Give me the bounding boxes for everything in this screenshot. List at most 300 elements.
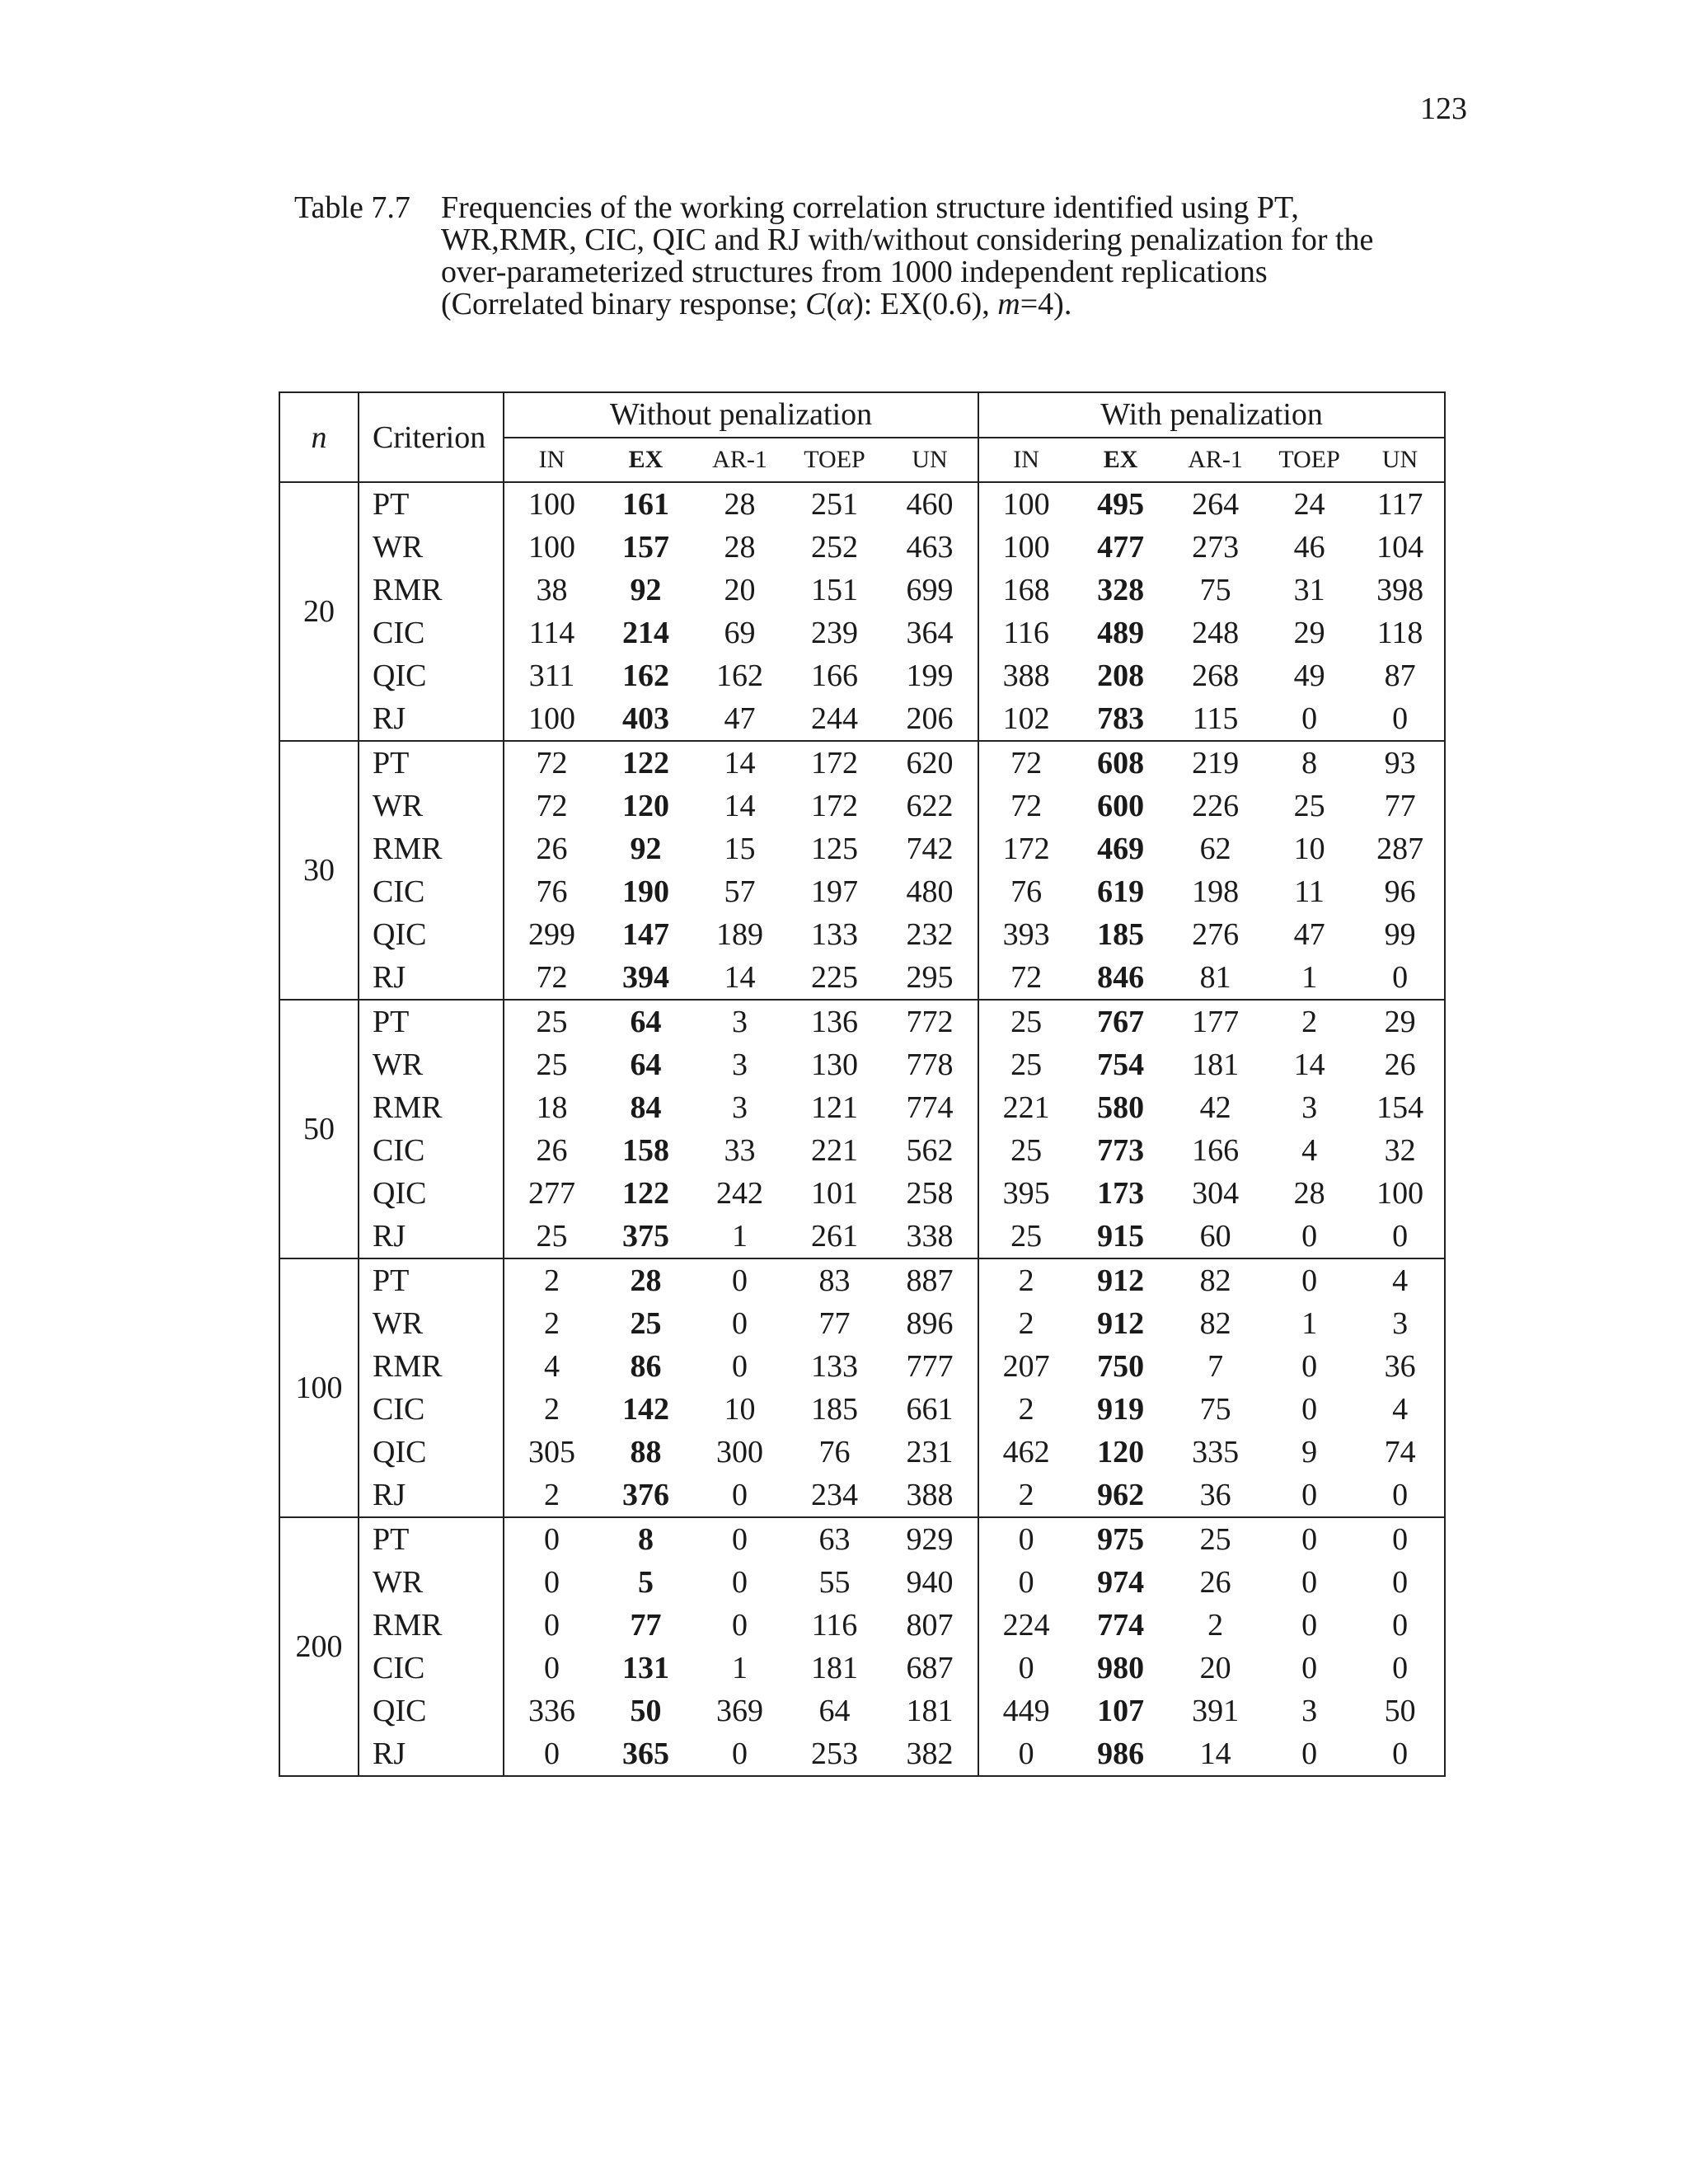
with-penalization-cell: 25	[1168, 1517, 1263, 1561]
without-penalization-header: Without penalization	[504, 392, 978, 438]
without-penalization-cell: 299	[528, 917, 575, 952]
criterion-cell: RJ	[359, 697, 504, 741]
with-penalization-cell: 0	[1263, 1517, 1356, 1561]
structure-header: TOEP	[804, 446, 865, 473]
with-penalization-cell: 391	[1192, 1694, 1240, 1728]
with-penalization-cell: 0	[1301, 1608, 1318, 1643]
with-penalization-cell: 2	[978, 1388, 1073, 1431]
with-penalization-cell: 77	[1356, 785, 1445, 827]
with-penalization-cell: 82	[1199, 1306, 1231, 1341]
header-row-groups	[279, 392, 1445, 438]
criterion-cell: CIC	[359, 1388, 504, 1431]
table-row	[279, 1690, 1445, 1732]
caption-text	[441, 192, 1463, 321]
without-penalization-cell: 699	[906, 573, 954, 607]
with-penalization-cell: 24	[1263, 482, 1356, 526]
without-penalization-cell: 460	[882, 482, 978, 526]
without-penalization-cell: 5	[638, 1565, 654, 1600]
without-penalization-cell: 253	[787, 1732, 882, 1776]
without-penalization-cell: 231	[906, 1435, 954, 1469]
with-penalization-cell: 0	[1356, 1561, 1445, 1604]
table-row	[279, 1517, 1445, 1561]
without-penalization-cell: 25	[536, 1047, 568, 1082]
with-penalization-cell: 11	[1294, 874, 1325, 909]
with-penalization-cell: 276	[1192, 917, 1240, 952]
with-penalization-cell: 60	[1199, 1219, 1231, 1254]
without-penalization-cell: 172	[811, 789, 858, 823]
with-penalization-cell: 32	[1356, 1129, 1445, 1172]
criterion-cell: RJ	[359, 1474, 504, 1517]
without-penalization-cell: 122	[622, 1176, 669, 1211]
without-penalization-cell: 20	[724, 573, 756, 607]
table-row	[279, 1345, 1445, 1388]
without-penalization-cell: 162	[622, 658, 669, 693]
with-penalization-cell: 1	[1301, 1306, 1318, 1341]
without-penalization-cell: 4	[544, 1349, 560, 1384]
without-penalization-cell: 147	[622, 917, 669, 952]
with-penalization-cell: 974	[1097, 1565, 1145, 1600]
table-row	[279, 1129, 1445, 1172]
without-penalization-cell: 100	[528, 530, 575, 565]
without-penalization-cell: 376	[622, 1478, 669, 1512]
without-penalization-cell: 88	[630, 1435, 662, 1469]
with-penalization-cell: 173	[1097, 1176, 1145, 1211]
without-penalization-cell: 181	[906, 1694, 954, 1728]
without-penalization-cell: 0	[732, 1306, 748, 1341]
without-penalization-cell: 2	[544, 1306, 560, 1341]
with-penalization-cell: 0	[1301, 701, 1318, 736]
criterion-cell: PT	[359, 482, 504, 526]
without-penalization-cell: 295	[906, 960, 954, 995]
without-penalization-cell: 114	[528, 616, 575, 650]
with-penalization-cell: 754	[1097, 1047, 1145, 1082]
table-row	[279, 569, 1445, 612]
with-penalization-cell: 28	[1293, 1176, 1325, 1211]
structure-header: EX	[1103, 446, 1138, 473]
with-penalization-cell: 580	[1097, 1090, 1145, 1125]
with-penalization-cell: 398	[1356, 569, 1445, 612]
without-penalization-cell: 2	[544, 1392, 560, 1427]
with-penalization-cell: 393	[978, 913, 1073, 956]
criterion-cell: RMR	[359, 1604, 504, 1647]
with-penalization-cell: 462	[978, 1431, 1073, 1474]
with-penalization-cell: 2	[978, 1474, 1073, 1517]
table-row	[279, 1043, 1445, 1086]
table-row	[279, 1172, 1445, 1215]
without-penalization-cell: 162	[716, 658, 763, 693]
without-penalization-cell: 3	[692, 1000, 787, 1043]
without-penalization-cell: 562	[906, 1133, 954, 1168]
criterion-cell: QIC	[359, 654, 504, 697]
without-penalization-cell: 0	[692, 1258, 787, 1302]
with-penalization-cell: 328	[1097, 573, 1145, 607]
criterion-cell: RMR	[359, 1086, 504, 1129]
without-penalization-cell: 69	[724, 616, 756, 650]
with-penalization-cell: 4	[1301, 1133, 1318, 1168]
without-penalization-cell: 28	[724, 530, 756, 565]
with-penalization-cell: 207	[978, 1345, 1073, 1388]
without-penalization-cell: 25	[536, 1219, 568, 1254]
without-penalization-cell: 92	[630, 832, 662, 866]
table-row	[279, 1258, 1445, 1302]
without-penalization-cell: 742	[906, 832, 954, 866]
without-penalization-cell: 15	[724, 832, 756, 866]
without-penalization-cell: 64	[818, 1694, 851, 1728]
with-penalization-cell: 0	[1356, 1215, 1445, 1258]
caption-line: WR,RMR, CIC, QIC and RJ with/without considering penalization for the	[441, 223, 1374, 257]
without-penalization-cell: 242	[716, 1176, 763, 1211]
table-row	[279, 1388, 1445, 1431]
with-penalization-cell: 107	[1097, 1694, 1145, 1728]
with-penalization-cell: 273	[1192, 530, 1240, 565]
table-row	[279, 654, 1445, 697]
criterion-header: Criterion	[359, 392, 504, 482]
with-penalization-cell: 31	[1293, 573, 1325, 607]
with-penalization-cell: 268	[1192, 658, 1240, 693]
without-penalization-cell: 136	[787, 1000, 882, 1043]
with-penalization-cell: 226	[1192, 789, 1240, 823]
criterion-cell: RMR	[359, 569, 504, 612]
without-penalization-cell: 158	[622, 1133, 669, 1168]
n-value: 20	[279, 482, 359, 741]
criterion-cell: CIC	[359, 612, 504, 654]
without-penalization-cell: 0	[732, 1478, 748, 1512]
without-penalization-cell: 463	[906, 530, 954, 565]
without-penalization-cell: 0	[692, 1517, 787, 1561]
without-penalization-cell: 0	[732, 1349, 748, 1384]
without-penalization-cell: 687	[906, 1651, 954, 1685]
without-penalization-cell: 244	[811, 701, 858, 736]
without-penalization-cell: 661	[906, 1392, 954, 1427]
caption-fragment: (Correlated binary response;	[441, 287, 806, 321]
with-penalization-cell: 116	[978, 612, 1073, 654]
with-penalization-cell: 489	[1097, 616, 1145, 650]
without-penalization-cell: 221	[811, 1133, 858, 1168]
without-penalization-cell: 122	[599, 741, 692, 785]
with-penalization-cell: 72	[978, 741, 1073, 785]
without-penalization-cell: 64	[630, 1047, 662, 1082]
without-penalization-cell: 116	[811, 1608, 858, 1643]
without-penalization-cell: 338	[906, 1219, 954, 1254]
table-row	[279, 785, 1445, 827]
with-penalization-cell: 81	[1199, 960, 1231, 995]
caption-fragment: m	[997, 287, 1020, 321]
with-penalization-cell: 3	[1301, 1694, 1318, 1728]
with-penalization-cell: 219	[1168, 741, 1263, 785]
without-penalization-cell: 311	[528, 658, 575, 693]
with-penalization-cell: 2	[978, 1258, 1073, 1302]
without-penalization-cell: 50	[630, 1694, 662, 1728]
with-penalization-cell: 0	[1356, 1604, 1445, 1647]
n-value: 100	[279, 1258, 359, 1517]
without-penalization-cell: 774	[906, 1090, 954, 1125]
without-penalization-cell: 100	[528, 701, 575, 736]
with-penalization-cell: 0	[978, 1561, 1073, 1604]
table-row	[279, 1302, 1445, 1345]
with-penalization-cell: 962	[1097, 1478, 1145, 1512]
without-penalization-cell: 83	[787, 1258, 882, 1302]
with-penalization-cell: 477	[1097, 530, 1145, 565]
criterion-cell: RMR	[359, 1345, 504, 1388]
table-row	[279, 870, 1445, 913]
without-penalization-cell: 252	[811, 530, 858, 565]
criterion-cell: RJ	[359, 956, 504, 1000]
without-penalization-cell: 57	[724, 874, 756, 909]
criterion-cell: RJ	[359, 1732, 504, 1776]
without-penalization-cell: 940	[906, 1565, 954, 1600]
without-penalization-cell: 189	[716, 917, 763, 952]
without-penalization-cell: 72	[504, 741, 599, 785]
without-penalization-cell: 365	[599, 1732, 692, 1776]
with-penalization-cell: 74	[1356, 1431, 1445, 1474]
criterion-cell: RJ	[359, 1215, 504, 1258]
structure-header: IN	[538, 446, 565, 473]
without-penalization-cell: 234	[811, 1478, 858, 1512]
table-row	[279, 1561, 1445, 1604]
criterion-cell: CIC	[359, 1129, 504, 1172]
without-penalization-cell: 121	[811, 1090, 858, 1125]
without-penalization-cell: 300	[716, 1435, 763, 1469]
table-row	[279, 612, 1445, 654]
without-penalization-cell: 388	[906, 1478, 954, 1512]
with-penalization-cell: 181	[1192, 1047, 1240, 1082]
without-penalization-cell: 8	[599, 1517, 692, 1561]
with-penalization-cell: 198	[1192, 874, 1240, 909]
with-penalization-cell: 46	[1293, 530, 1325, 565]
with-penalization-cell: 208	[1097, 658, 1145, 693]
without-penalization-cell: 0	[544, 1608, 560, 1643]
with-penalization-cell: 100	[1356, 1172, 1445, 1215]
caption-line	[441, 288, 1463, 321]
with-penalization-cell: 14	[1168, 1732, 1263, 1776]
without-penalization-cell: 261	[811, 1219, 858, 1254]
with-penalization-cell: 912	[1097, 1306, 1145, 1341]
with-penalization-cell: 0	[1356, 1474, 1445, 1517]
without-penalization-cell: 47	[724, 701, 756, 736]
with-penalization-cell: 0	[1356, 697, 1445, 741]
without-penalization-cell: 77	[630, 1608, 662, 1643]
table-row	[279, 956, 1445, 1000]
with-penalization-cell: 93	[1356, 741, 1445, 785]
with-penalization-cell: 3	[1356, 1302, 1445, 1345]
with-penalization-cell: 0	[1301, 1478, 1318, 1512]
with-penalization-cell: 120	[1097, 1435, 1145, 1469]
structure-header: UN	[1356, 438, 1445, 482]
with-penalization-cell: 0	[978, 1647, 1073, 1690]
table-row	[279, 697, 1445, 741]
caption-fragment: ): EX(0.6),	[853, 287, 998, 321]
with-penalization-cell: 29	[1356, 1000, 1445, 1043]
with-penalization-cell: 783	[1097, 701, 1145, 736]
without-penalization-cell: 0	[732, 1608, 748, 1643]
with-penalization-cell: 774	[1097, 1608, 1145, 1643]
without-penalization-cell: 375	[622, 1219, 669, 1254]
with-penalization-cell: 619	[1097, 874, 1145, 909]
criterion-cell: RMR	[359, 827, 504, 870]
frequency-table	[279, 391, 1446, 1777]
with-penalization-cell: 287	[1356, 827, 1445, 870]
table-row	[279, 1474, 1445, 1517]
with-penalization-cell: 172	[978, 827, 1073, 870]
with-penalization-cell: 3	[1301, 1090, 1318, 1125]
without-penalization-cell: 14	[692, 741, 787, 785]
with-penalization-cell: 82	[1168, 1258, 1263, 1302]
with-penalization-cell: 25	[978, 1043, 1073, 1086]
with-penalization-cell: 0	[1301, 1392, 1318, 1427]
caption-line: Frequencies of the working correlation structure identified using PT,	[441, 190, 1299, 225]
with-penalization-cell: 767	[1073, 1000, 1168, 1043]
table-row	[279, 1215, 1445, 1258]
with-penalization-cell: 154	[1356, 1086, 1445, 1129]
with-penalization-cell: 47	[1293, 917, 1325, 952]
with-penalization-cell: 0	[978, 1517, 1073, 1561]
with-penalization-cell: 388	[978, 654, 1073, 697]
with-penalization-cell: 224	[978, 1604, 1073, 1647]
table-row	[279, 1604, 1445, 1647]
without-penalization-cell: 0	[544, 1565, 560, 1600]
with-penalization-cell: 975	[1073, 1517, 1168, 1561]
with-penalization-cell: 0	[1356, 1647, 1445, 1690]
without-penalization-cell: 77	[818, 1306, 851, 1341]
without-penalization-cell: 214	[622, 616, 669, 650]
table-row	[279, 913, 1445, 956]
without-penalization-cell: 622	[906, 789, 954, 823]
structure-header: AR-1	[712, 446, 767, 473]
with-penalization-cell: 2	[1263, 1000, 1356, 1043]
criterion-cell: PT	[359, 741, 504, 785]
with-penalization-cell: 469	[1097, 832, 1145, 866]
with-penalization-cell: 168	[978, 569, 1073, 612]
with-penalization-cell: 72	[978, 785, 1073, 827]
n-value: 200	[279, 1517, 359, 1776]
with-penalization-cell: 335	[1192, 1435, 1240, 1469]
without-penalization-cell: 1	[732, 1219, 748, 1254]
without-penalization-cell: 403	[622, 701, 669, 736]
without-penalization-cell: 64	[599, 1000, 692, 1043]
with-penalization-cell: 395	[978, 1172, 1073, 1215]
without-penalization-cell: 197	[811, 874, 858, 909]
without-penalization-cell: 161	[599, 482, 692, 526]
without-penalization-cell: 86	[630, 1349, 662, 1384]
with-penalization-cell: 2	[978, 1302, 1073, 1345]
structure-header: EX	[628, 446, 663, 473]
without-penalization-cell: 172	[787, 741, 882, 785]
with-penalization-cell: 8	[1263, 741, 1356, 785]
with-penalization-cell: 10	[1293, 832, 1325, 866]
without-penalization-cell: 33	[724, 1133, 756, 1168]
table-row	[279, 827, 1445, 870]
with-penalization-cell: 0	[1301, 1565, 1318, 1600]
n-value: 30	[279, 741, 359, 1000]
criterion-cell: CIC	[359, 870, 504, 913]
with-penalization-cell: 919	[1097, 1392, 1145, 1427]
caption-fragment: C	[805, 287, 827, 321]
without-penalization-cell: 63	[787, 1517, 882, 1561]
structure-header: AR-1	[1188, 446, 1243, 473]
with-penalization-cell: 0	[1301, 1651, 1318, 1685]
with-penalization-cell: 495	[1073, 482, 1168, 526]
without-penalization-cell: 14	[724, 789, 756, 823]
without-penalization-cell: 620	[882, 741, 978, 785]
without-penalization-cell: 72	[536, 789, 568, 823]
table-row	[279, 526, 1445, 569]
without-penalization-cell: 72	[536, 960, 568, 995]
without-penalization-cell: 28	[599, 1258, 692, 1302]
with-penalization-cell: 1	[1301, 960, 1318, 995]
without-penalization-cell: 364	[906, 616, 954, 650]
table-row	[279, 1431, 1445, 1474]
table-row	[279, 741, 1445, 785]
with-penalization-cell: 166	[1192, 1133, 1240, 1168]
with-penalization-cell: 118	[1356, 612, 1445, 654]
criterion-cell: QIC	[359, 1690, 504, 1732]
with-penalization-cell: 75	[1199, 1392, 1231, 1427]
with-penalization-cell: 36	[1199, 1478, 1231, 1512]
with-penalization-cell: 600	[1097, 789, 1145, 823]
structure-header: IN	[978, 438, 1073, 482]
without-penalization-cell: 0	[504, 1732, 599, 1776]
caption-fragment: (	[826, 287, 837, 321]
without-penalization-cell: 258	[906, 1176, 954, 1211]
without-penalization-cell: 336	[528, 1694, 575, 1728]
without-penalization-cell: 382	[882, 1732, 978, 1776]
with-penalization-cell: 36	[1356, 1345, 1445, 1388]
with-penalization-cell: 72	[978, 956, 1073, 1000]
without-penalization-cell: 142	[622, 1392, 669, 1427]
with-penalization-cell: 177	[1168, 1000, 1263, 1043]
without-penalization-cell: 157	[622, 530, 669, 565]
with-penalization-cell: 115	[1192, 701, 1239, 736]
with-penalization-cell: 49	[1293, 658, 1325, 693]
with-penalization-cell: 980	[1097, 1651, 1145, 1685]
without-penalization-cell: 929	[882, 1517, 978, 1561]
with-penalization-cell: 99	[1356, 913, 1445, 956]
caption-fragment: α	[837, 287, 854, 321]
without-penalization-cell: 101	[811, 1176, 858, 1211]
without-penalization-cell: 151	[811, 573, 858, 607]
criterion-cell: QIC	[359, 1431, 504, 1474]
without-penalization-cell: 777	[906, 1349, 954, 1384]
with-penalization-cell: 100	[978, 482, 1073, 526]
with-penalization-cell: 608	[1073, 741, 1168, 785]
with-penalization-cell: 304	[1192, 1176, 1240, 1211]
with-penalization-cell: 26	[1356, 1043, 1445, 1086]
without-penalization-cell: 84	[630, 1090, 662, 1125]
without-penalization-cell: 2	[544, 1478, 560, 1512]
caption-label: Table 7.7	[294, 190, 410, 225]
without-penalization-cell: 772	[882, 1000, 978, 1043]
without-penalization-cell: 206	[906, 701, 954, 736]
without-penalization-cell: 10	[724, 1392, 756, 1427]
without-penalization-cell: 0	[732, 1565, 748, 1600]
table-row	[279, 1000, 1445, 1043]
with-penalization-cell: 0	[1356, 956, 1445, 1000]
with-penalization-cell: 4	[1356, 1388, 1445, 1431]
without-penalization-cell: 14	[724, 960, 756, 995]
with-penalization-cell: 449	[978, 1690, 1073, 1732]
with-penalization-cell: 0	[1301, 1219, 1318, 1254]
with-penalization-cell: 75	[1199, 573, 1231, 607]
criterion-cell: QIC	[359, 913, 504, 956]
with-penalization-cell: 87	[1356, 654, 1445, 697]
with-penalization-cell: 104	[1356, 526, 1445, 569]
without-penalization-cell: 225	[811, 960, 858, 995]
with-penalization-cell: 14	[1293, 1047, 1325, 1082]
with-penalization-cell: 42	[1199, 1090, 1231, 1125]
with-penalization-cell: 9	[1301, 1435, 1318, 1469]
without-penalization-cell: 100	[504, 482, 599, 526]
without-penalization-cell: 26	[536, 832, 568, 866]
